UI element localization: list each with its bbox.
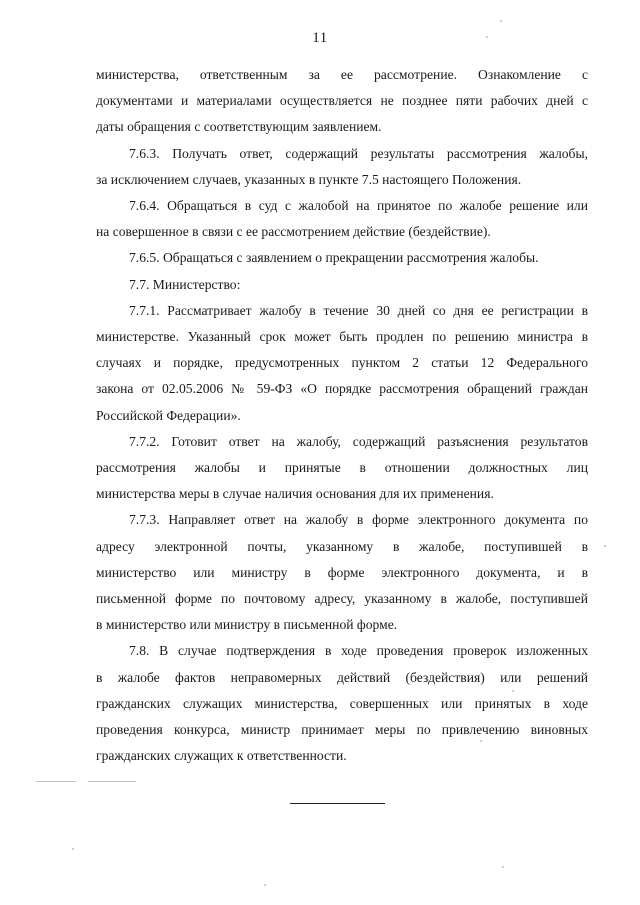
text-line: адресу электронной почты, указанному в жалобе, поступившей в	[96, 538, 588, 554]
scan-artifact	[88, 781, 136, 782]
scan-artifact	[486, 36, 488, 38]
text-line: 7.7. Министерство:	[129, 276, 241, 292]
text-line: на совершенное в связи с ее рассмотрением действие (бездействие).	[96, 224, 491, 240]
text-line: министерства, ответственным за ее рассмотрение. Ознакомление с	[96, 67, 588, 82]
text-line: рассмотрения жалобы и принятые в отношении должностных лиц	[96, 460, 588, 476]
scan-artifact	[500, 20, 502, 22]
paragraph-7-8	[96, 638, 588, 769]
paragraph-7-6-4	[96, 193, 588, 245]
scan-artifact	[604, 545, 606, 547]
document-body	[96, 62, 588, 769]
footer-divider	[290, 803, 385, 804]
text-line: 7.6.4. Обращаться в суд с жалобой на принятое по жалобе решение или	[129, 198, 588, 214]
paragraph-continuation	[96, 62, 588, 141]
text-line: министерстве. Указанный срок может быть продлен по решению министра в	[96, 329, 588, 345]
text-line: 7.6.5. Обращаться с заявлением о прекращении рассмотрения жалобы.	[129, 250, 539, 266]
scan-artifact	[36, 781, 76, 782]
paragraph-7-7-3	[96, 507, 588, 638]
text-line: закона от 02.05.2006 № 59-ФЗ «О порядке рассмотрения обращений граждан	[96, 381, 588, 397]
text-line: гражданских служащих министерства, совершенных или принятых в ходе	[96, 695, 588, 711]
text-line: 7.8. В случае подтверждения в ходе проведения проверок изложенных	[129, 643, 588, 659]
text-line: 7.7.3. Направляет ответ на жалобу в форме электронного документа по	[129, 512, 588, 528]
scan-artifact	[72, 848, 74, 850]
text-line: министерство или министру в форме электронного документа, и в	[96, 564, 588, 580]
text-line: 7.7.2. Готовит ответ на жалобу, содержащий разъяснения результатов	[129, 433, 588, 449]
paragraph-7-7-2	[96, 429, 588, 508]
text-line: Российской Федерации».	[96, 407, 241, 423]
text-line: письменной форме по почтовому адресу, указанному в жалобе, поступившей	[96, 591, 588, 607]
text-line: в министерство или министру в письменной форме.	[96, 617, 398, 633]
text-line: проведения конкурса, министр принимает меры по привлечению виновных	[96, 722, 588, 738]
text-line: документами и материалами осуществляется не позднее пяти рабочих дней с	[96, 93, 588, 109]
scan-artifact	[264, 884, 266, 886]
paragraph-7-7-1	[96, 298, 588, 429]
scan-artifact	[512, 690, 514, 692]
paragraph-7-6-5	[96, 245, 588, 271]
text-line: за исключением случаев, указанных в пункте 7.5 настоящего Положения.	[96, 171, 522, 187]
scan-artifact	[480, 740, 482, 742]
scan-artifact	[502, 866, 504, 868]
text-line: в жалобе фактов неправомерных действий (бездействия) или решений	[96, 669, 588, 685]
text-line: случаях и порядке, предусмотренных пунктом 2 статьи 12 Федерального	[96, 355, 588, 371]
text-line: министерства меры в случае наличия основания для их применения.	[96, 486, 494, 502]
page-number: 11	[312, 30, 328, 46]
paragraph-7-6-3	[96, 141, 588, 193]
text-line: 7.7.1. Рассматривает жалобу в течение 30 дней со дня ее регистрации в	[129, 302, 588, 318]
text-line: гражданских служащих к ответственности.	[96, 748, 347, 764]
paragraph-7-7	[96, 272, 588, 298]
text-line: даты обращения с соответствующим заявлением.	[96, 119, 382, 135]
text-line: 7.6.3. Получать ответ, содержащий результаты рассмотрения жалобы,	[129, 145, 588, 161]
